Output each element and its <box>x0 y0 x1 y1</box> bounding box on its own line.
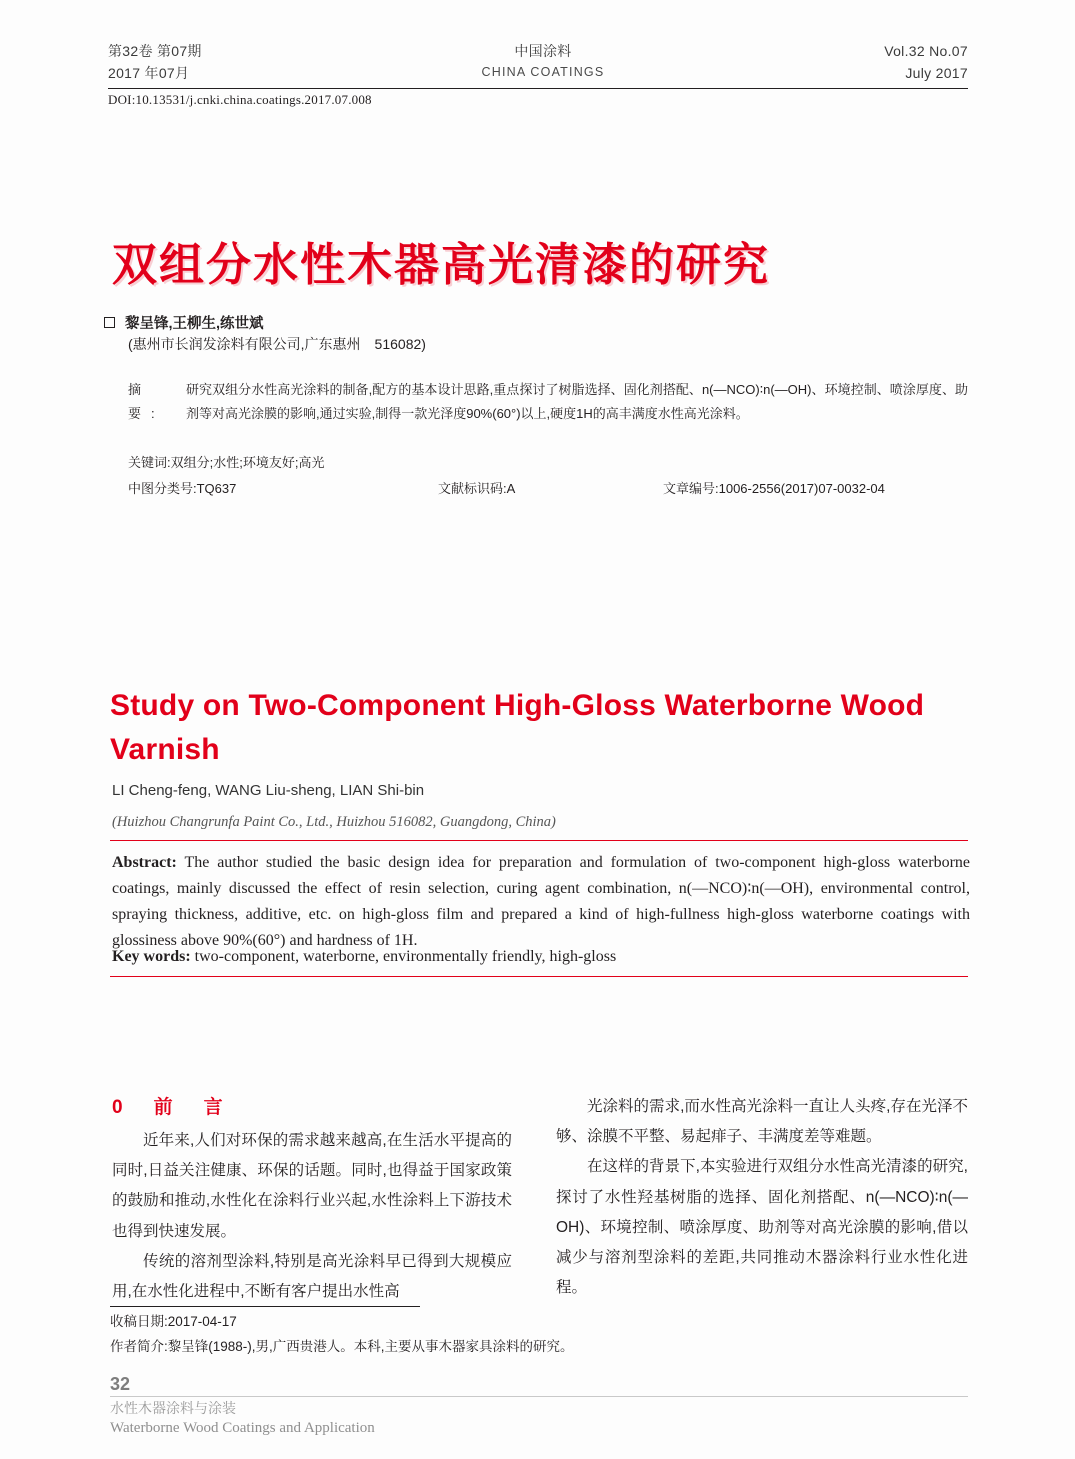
paragraph: 光涂料的需求,而水性高光涂料一直让人头疼,存在光泽不够、涂膜不平整、易起痱子、丰满度差等难题。 <box>556 1098 968 1146</box>
footer-divider <box>110 1396 968 1397</box>
keywords-en <box>112 948 970 966</box>
abstract-cn-text: 研究双组分水性高光涂料的制备,配方的基本设计思路,重点探讨了树脂选择、固化剂搭配、n(—NCO)∶n(—OH)、环境控制、喷涂厚度、助剂等对高光涂膜的影响,通过实验,制得一款光泽度90%(60°)以上,硬度1H的高丰满度水性高光涂料。 <box>186 382 968 422</box>
header-center <box>482 40 605 82</box>
journal-title-en: CHINA COATINGS <box>481 65 605 80</box>
page-number: 32 <box>110 1374 131 1394</box>
header-date-cn: 2017 年07月 <box>108 65 190 82</box>
journal-title-cn: 中国涂料 <box>514 43 572 59</box>
page-header <box>108 40 968 85</box>
abstract-en <box>112 850 970 954</box>
page-title-en: Study on Two-Component High-Gloss Waterborne Wood Varnish <box>110 689 925 766</box>
header-left <box>108 40 202 85</box>
header-divider <box>108 88 968 89</box>
abstract-cn <box>128 378 968 426</box>
author-bio: 作者简介:黎呈锋(1988-),男,广西贵港人。本科,主要从事木器家具涂料的研究。 <box>110 1338 574 1354</box>
keywords-cn: 关键词:双组分;水性;环境友好;高光 <box>128 455 325 470</box>
authors-cn-label: 黎呈锋,王柳生,练世斌 <box>125 316 264 332</box>
header-date-en: July 2017 <box>905 65 968 82</box>
footnote-divider <box>110 1306 420 1307</box>
body-column-right <box>556 1092 968 1304</box>
square-bullet-icon <box>104 317 115 328</box>
section-heading-intro: 0 前 言 <box>112 1097 229 1118</box>
clc-number: 中图分类号:TQ637 <box>128 481 237 496</box>
keywords-en-label: Key words: <box>112 948 191 965</box>
footnotes <box>110 1310 574 1360</box>
abstract-en-label: Abstract: <box>112 854 177 871</box>
body-column-left <box>112 1126 512 1307</box>
authors-en: LI Cheng-feng, WANG Liu-sheng, LIAN Shi-bin <box>112 782 425 799</box>
abstract-divider-top <box>110 840 968 841</box>
received-date: 收稿日期:2017-04-17 <box>110 1314 237 1329</box>
document-code: 文献标识码:A <box>438 481 516 496</box>
paragraph: 在这样的背景下,本实验进行双组分水性高光清漆的研究,探讨了水性羟基树脂的选择、固化剂搭配、n(—NCO)∶n(—OH)、环境控制、喷涂厚度、助剂等对高光涂膜的影响,借以减少与溶剂型涂料的差距,共同推动木器涂料行业水性化进程。 <box>556 1158 968 1297</box>
page-title-cn: 双组分水性木器高光清漆的研究 <box>112 238 771 291</box>
footer-section-cn: 水性木器涂料与涂装 <box>110 1400 236 1416</box>
abstract-divider-bottom <box>110 976 968 977</box>
affiliation-en: (Huizhou Changrunfa Paint Co., Ltd., Huizhou 516082, Guangdong, China) <box>112 814 556 830</box>
paragraph: 近年来,人们对环保的需求越来越高,在生活水平提高的同时,日益关注健康、环保的话题。同时,也得益于国家政策的鼓励和推动,水性化在涂料行业兴起,水性涂料上下游技术也得到快速发展。 <box>112 1132 512 1240</box>
affiliation-cn: (惠州市长润发涂料有限公司,广东惠州 516082) <box>128 336 426 352</box>
abstract-cn-label: 摘 要: <box>128 382 175 422</box>
authors-cn <box>104 312 264 333</box>
paragraph: 传统的溶剂型涂料,特别是高光涂料早已得到大规模应用,在水性化进程中,不断有客户提出水性高 <box>112 1252 512 1301</box>
header-volume-issue-en: Vol.32 No.07 <box>884 43 968 59</box>
header-right <box>884 40 968 85</box>
abstract-en-text: The author studied the basic design idea for preparation and formulation of two-component high-gloss waterborne coatings, mainly discussed the effect of resin selection, curing agent combination, n(—NCO)∶n(—OH), environmental control, spraying thickness, additive, etc. on high-gloss film and prepared a kind of high-fullness high-gloss waterborne coatings with glossiness above 90%(60°) and hardness of 1H. <box>112 854 970 949</box>
article-id: 文章编号:1006-2556(2017)07-0032-04 <box>663 481 885 496</box>
footer-section-en: Waterborne Wood Coatings and Application <box>110 1420 375 1436</box>
doi-text: DOI:10.13531/j.cnki.china.coatings.2017.07.008 <box>108 92 372 107</box>
header-volume-issue: 第32卷 第07期 <box>108 43 202 59</box>
keywords-en-text: two-component, waterborne, environmentally friendly, high-gloss <box>190 948 617 965</box>
metadata-cn <box>128 478 928 497</box>
